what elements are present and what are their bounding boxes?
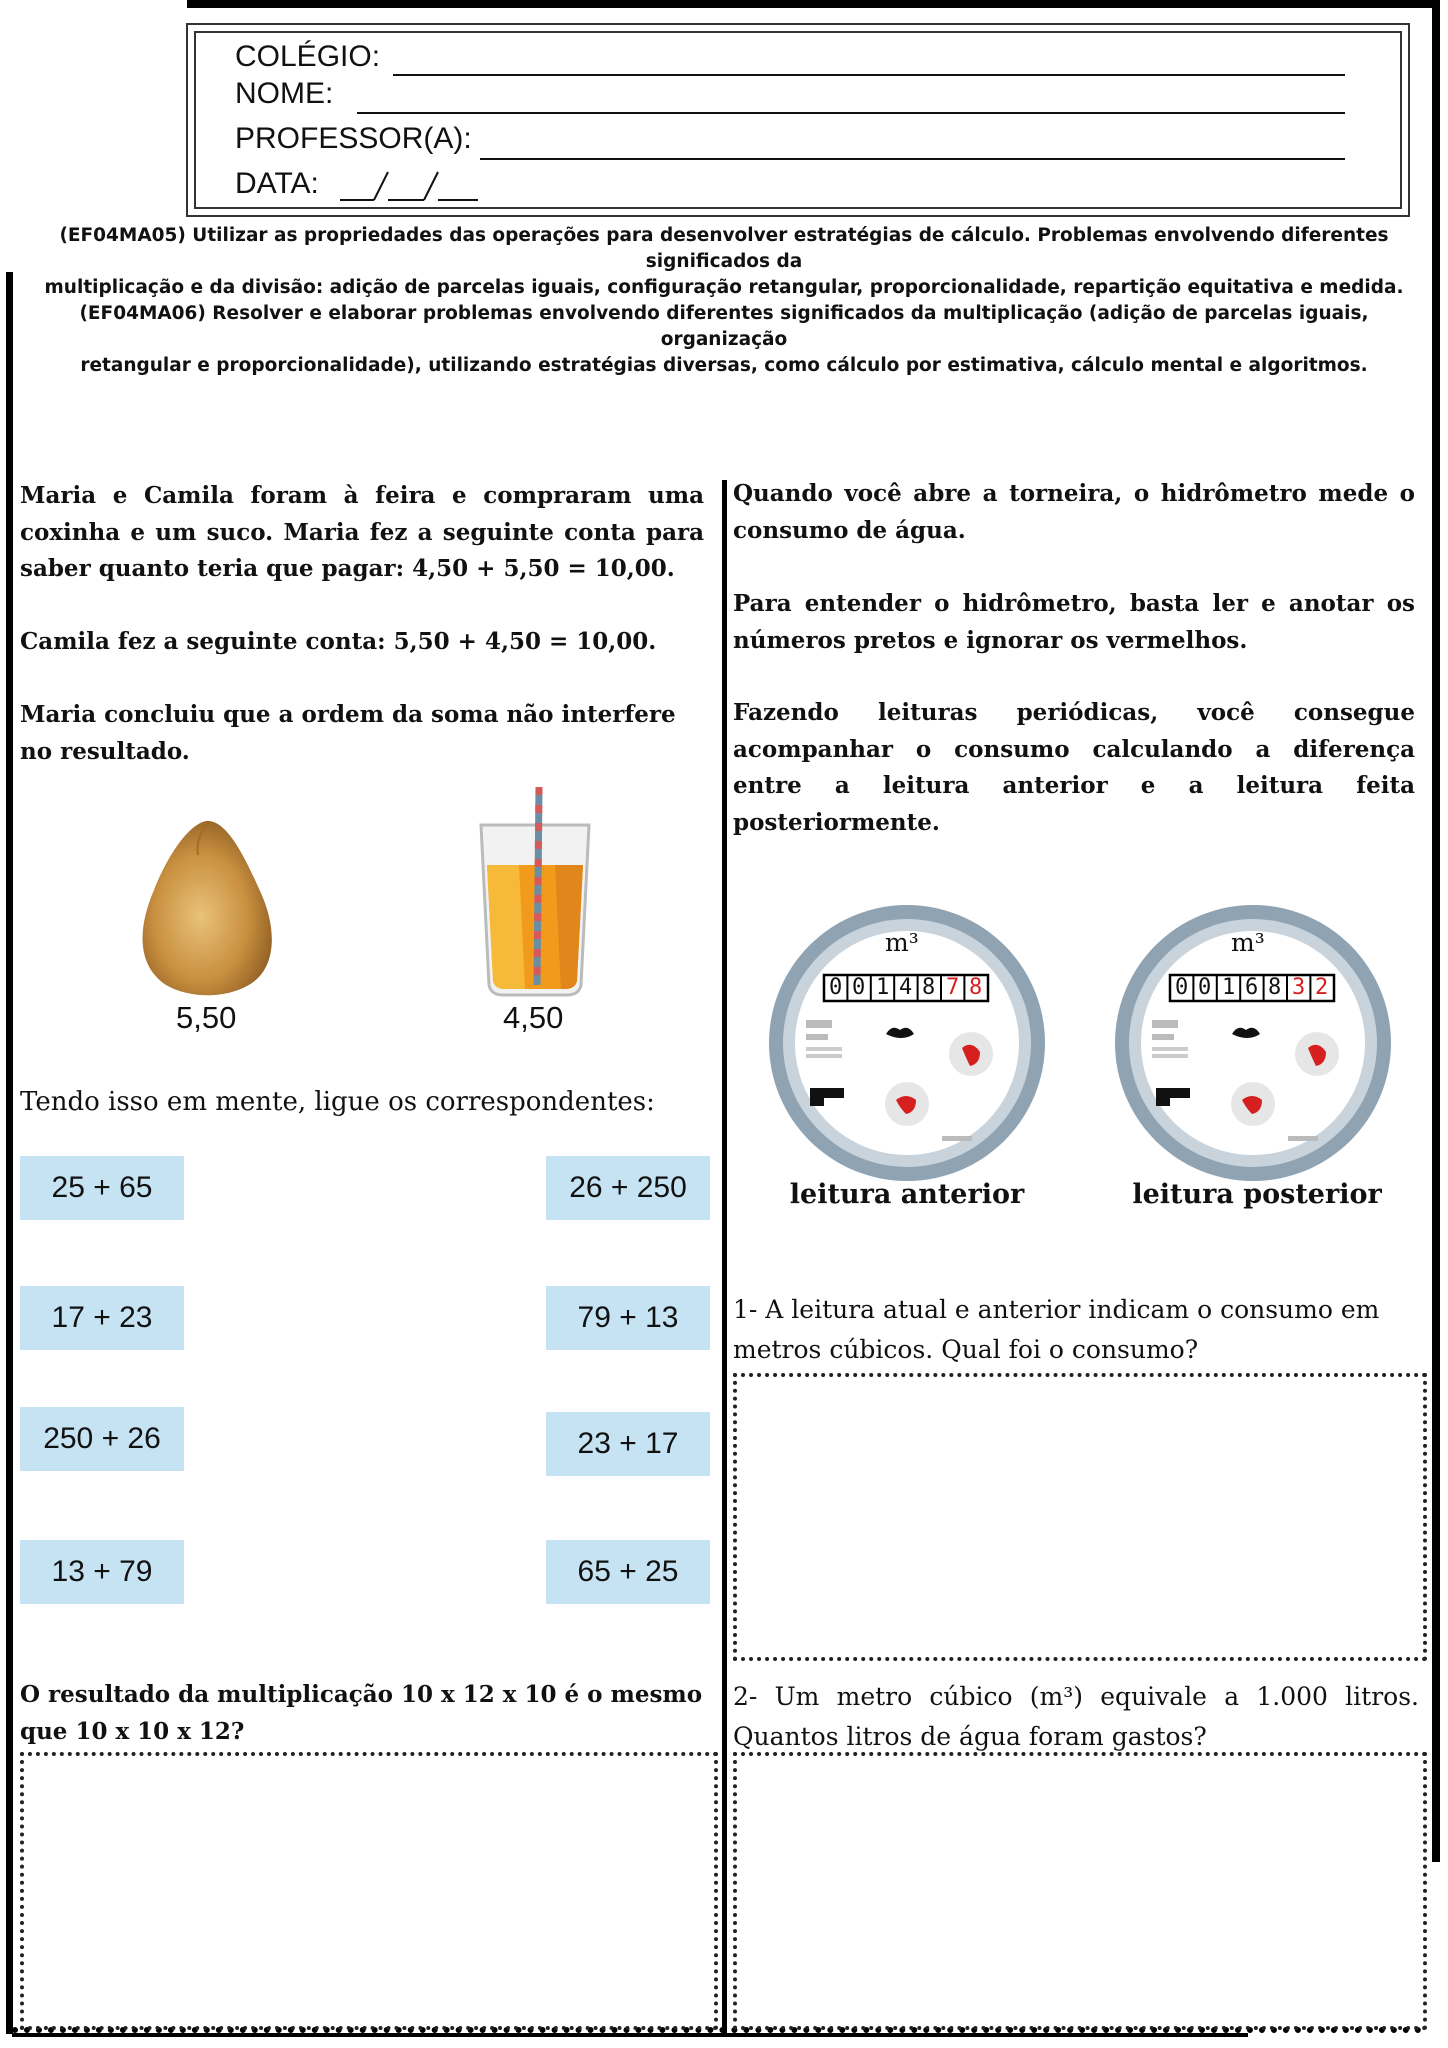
teacher-label: PROFESSOR(A): <box>235 122 472 155</box>
date-slashes <box>338 168 483 204</box>
school-field[interactable] <box>393 74 1345 76</box>
meter-question-2-answer-area[interactable] <box>733 1752 1427 2030</box>
meter2-digit-5: 8 <box>1268 975 1282 1000</box>
frame-top-line <box>187 0 1440 8</box>
meter2-digit-2: 0 <box>1198 975 1212 1000</box>
meter2-digit-1: 0 <box>1175 975 1189 1000</box>
meter1-digit-5: 8 <box>922 975 936 1000</box>
match-right-box-4[interactable]: 65 + 25 <box>546 1540 710 1604</box>
column-divider <box>722 480 727 2035</box>
match-left-box-3[interactable]: 250 + 26 <box>20 1407 184 1471</box>
meter-unit-1: m³ <box>885 928 919 957</box>
meter-unit-2: m³ <box>1231 928 1265 957</box>
name-label: NOME: <box>235 77 334 110</box>
school-label: COLÉGIO: <box>235 40 381 73</box>
meter-intro-paragraph-3: Fazendo leituras periódicas, você consegue acompanhar o consumo calculando a diferença entre a leitura anterior e a leitura feita posteriormente. <box>733 699 1415 836</box>
meter1-digit-3: 1 <box>876 975 890 1000</box>
meter-intro-paragraph-2: Para entender o hidrômetro, basta ler e anotar os números pretos e ignorar os vermelhos. <box>733 590 1415 654</box>
meter2-digit-3: 1 <box>1222 975 1236 1000</box>
meter2-digit-4: 6 <box>1245 975 1259 1000</box>
match-left-box-4[interactable]: 13 + 79 <box>20 1540 184 1604</box>
match-right-box-3[interactable]: 23 + 17 <box>546 1412 710 1476</box>
date-field[interactable] <box>338 168 483 204</box>
frame-right-line <box>1432 0 1440 1862</box>
meter-caption-current: leitura posterior <box>1132 1179 1382 1210</box>
skill-ef04ma05: (EF04MA05) Utilizar as propriedades das operações para desenvolver estratégias de cálculo. Problemas envolvendo diferentes significados da multiplicação e da divisão: adição de parcelas iguais, configuração retangular, proporcionalidade, repartição equitativa e medida. <box>44 225 1404 298</box>
meter1-digit-2: 0 <box>852 975 866 1000</box>
story-paragraph-2: Camila fez a seguinte conta: 5,50 + 4,50 = 10,00. <box>20 628 657 655</box>
multiplication-question: O resultado da multiplicação 10 x 12 x 10 é o mesmo que 10 x 10 x 12? <box>20 1681 703 1745</box>
juice-price: 4,50 <box>503 1000 564 1035</box>
meter-caption-previous: leitura anterior <box>789 1179 1025 1210</box>
meter-digits-previous <box>824 976 988 1000</box>
coxinha-image <box>128 815 284 1000</box>
story-paragraph-1: Maria e Camila foram à feira e compraram uma coxinha e um suco. Maria fez a seguinte conta para saber quanto teria que pagar: 4,50 + 5,50 = 10,00. <box>20 482 704 582</box>
meter2-red-digit-1: 3 <box>1292 975 1306 1000</box>
meter1-red-digit-2: 8 <box>969 975 983 1000</box>
skill-ef04ma06: (EF04MA06) Resolver e elaborar problemas envolvendo diferentes significados da multiplicação (adição de parcelas iguais, organização retangular e proporcionalidade), utilizando estratégias diversas, como cálculo por estimativa, cálculo mental e algoritmos. <box>79 303 1369 376</box>
meter1-digit-4: 4 <box>899 975 913 1000</box>
meter-question-2: 2- Um metro cúbico (m³) equivale a 1.000 litros. Quantos litros de água foram gastos? <box>733 1682 1419 1751</box>
frame-bottom-line <box>12 2033 1248 2037</box>
juice-image <box>475 785 595 1000</box>
meter-digits-current <box>1170 976 1334 1000</box>
meter2-red-digit-2: 2 <box>1315 975 1329 1000</box>
match-left-box-1[interactable]: 25 + 65 <box>20 1156 184 1220</box>
date-label: DATA: <box>235 167 319 200</box>
match-instruction: Tendo isso em mente, ligue os correspondentes: <box>20 1087 655 1117</box>
story-paragraph-3: Maria concluiu que a ordem da soma não interfere no resultado. <box>20 701 676 765</box>
multiplication-answer-area[interactable] <box>20 1752 718 2030</box>
match-right-box-2[interactable]: 79 + 13 <box>546 1286 710 1350</box>
frame-left-line <box>6 272 13 2034</box>
meter1-red-digit-1: 7 <box>946 975 960 1000</box>
meter1-digit-1: 0 <box>829 975 843 1000</box>
meter-question-1-answer-area[interactable] <box>733 1373 1427 1661</box>
meter-question-1: 1- A leitura atual e anterior indicam o consumo em metros cúbicos. Qual foi o consumo? <box>733 1295 1380 1364</box>
name-field[interactable] <box>357 112 1345 114</box>
teacher-field[interactable] <box>480 158 1345 160</box>
meter-intro-paragraph-1: Quando você abre a torneira, o hidrômetro mede o consumo de água. <box>733 480 1415 544</box>
coxinha-price: 5,50 <box>176 1000 237 1035</box>
match-right-box-1[interactable]: 26 + 250 <box>546 1156 710 1220</box>
match-left-box-2[interactable]: 17 + 23 <box>20 1286 184 1350</box>
